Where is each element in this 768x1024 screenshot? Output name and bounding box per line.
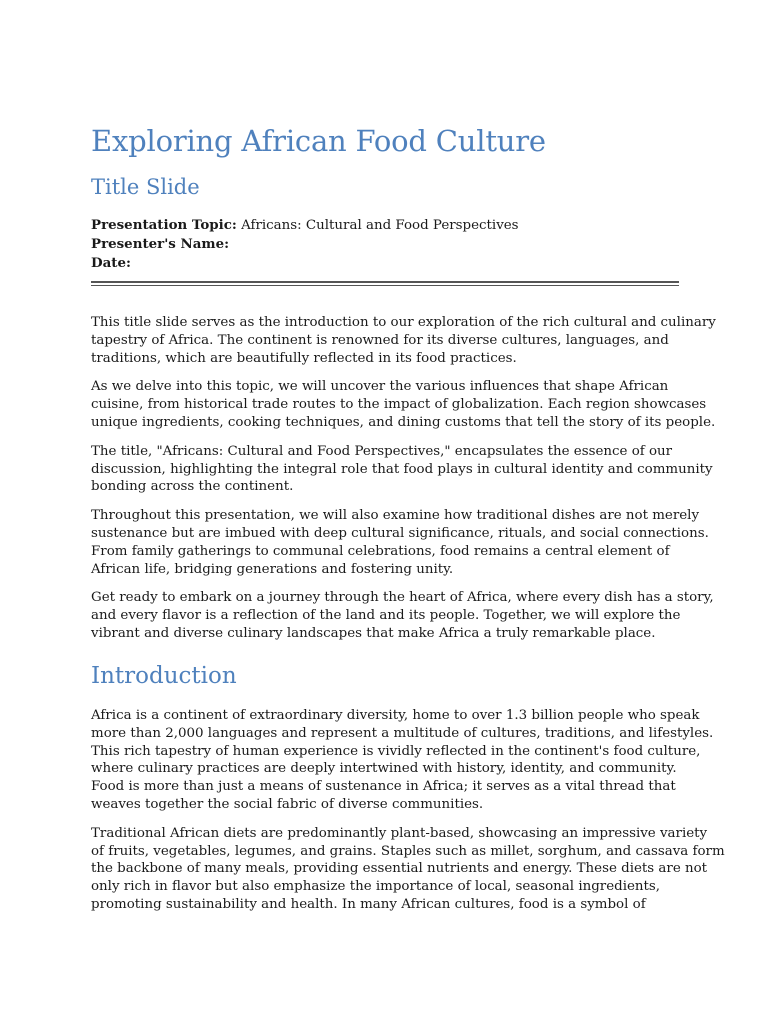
text-line: This title slide serves as the introduction to our exploration of the rich cultural and culinary: [91, 315, 716, 330]
text-line: Africa is a continent of extraordinary diversity, home to over 1.3 billion people who speak: [91, 708, 700, 723]
meta-presenter-row: [91, 235, 519, 254]
document-title: Exploring African Food Culture: [91, 124, 546, 158]
text-line: As we delve into this topic, we will uncover the various influences that shape African: [91, 379, 669, 395]
paragraph: [91, 378, 716, 431]
introduction-heading: Introduction: [91, 663, 237, 689]
text-line: weaves together the social fabric of diverse communities.: [91, 796, 484, 812]
text-line: where culinary practices are deeply intertwined with history, identity, and community.: [91, 761, 677, 777]
text-line: traditions, which are beautifully reflected in its food practices.: [91, 350, 517, 366]
title-slide-heading: Title Slide: [91, 175, 200, 199]
text-line: The title, "Africans: Cultural and Food Perspectives," encapsulates the essence of our: [91, 443, 673, 459]
text-line: vibrant and diverse culinary landscapes that make Africa a truly remarkable place.: [91, 625, 656, 641]
text-line: and every flavor is a reflection of the land and its people. Together, we will explore the: [91, 608, 681, 624]
text-line: Get ready to embark on a journey through the heart of Africa, where every dish has a story,: [91, 590, 714, 606]
paragraph: [91, 707, 714, 814]
meta-date-label: Date:: [91, 255, 131, 271]
paragraph: [91, 507, 709, 578]
horizontal-divider: [91, 281, 679, 286]
text-line: Food is more than just a means of sustenance in Africa; it serves as a vital thread that: [91, 779, 676, 795]
text-line: tapestry of Africa. The continent is renowned for its diverse cultures, languages, and: [91, 332, 669, 348]
introduction-body: [91, 707, 725, 925]
text-line: only rich in flavor but also emphasize the importance of local, seasonal ingredients,: [91, 879, 661, 895]
title-slide-body: [91, 314, 716, 654]
text-line: This rich tapestry of human experience is vividly reflected in the continent's food culture,: [91, 743, 701, 759]
text-line: bonding across the continent.: [91, 479, 294, 495]
text-line: Traditional African diets are predominantly plant-based, showcasing an impressive variety: [91, 825, 708, 841]
paragraph: [91, 314, 716, 367]
text-line: African life, bridging generations and fostering unity.: [91, 561, 454, 577]
paragraph: [91, 443, 713, 496]
text-line: of fruits, vegetables, legumes, and grains. Staples such as millet, sorghum, and cassava form: [91, 843, 725, 859]
text-line: more than 2,000 languages and represent a multitude of cultures, traditions, and lifestyles.: [91, 725, 714, 741]
text-line: unique ingredients, cooking techniques, and dining customs that tell the story of its people.: [91, 414, 716, 430]
presentation-meta: [91, 216, 519, 273]
meta-presenter-label: Presenter's Name:: [91, 236, 230, 252]
text-line: Throughout this presentation, we will also examine how traditional dishes are not merely: [91, 508, 700, 524]
meta-topic-row: [91, 216, 519, 235]
text-line: cuisine, from historical trade routes to the impact of globalization. Each region showcases: [91, 397, 707, 413]
text-line: discussion, highlighting the integral role that food plays in cultural identity and community: [91, 461, 713, 477]
text-line: From family gatherings to communal celebrations, food remains a central element of: [91, 543, 670, 559]
paragraph: [91, 589, 714, 642]
text-line: sustenance but are imbued with deep cultural significance, rituals, and social connections.: [91, 525, 709, 541]
paragraph: [91, 825, 725, 914]
text-line: promoting sustainability and health. In many African cultures, food is a symbol of: [91, 896, 646, 912]
meta-date-row: [91, 254, 519, 273]
meta-topic-value: Africans: Cultural and Food Perspectives: [241, 218, 519, 233]
text-line: the backbone of many meals, providing essential nutrients and energy. These diets are not: [91, 861, 708, 877]
meta-topic-label: Presentation Topic:: [91, 217, 237, 233]
